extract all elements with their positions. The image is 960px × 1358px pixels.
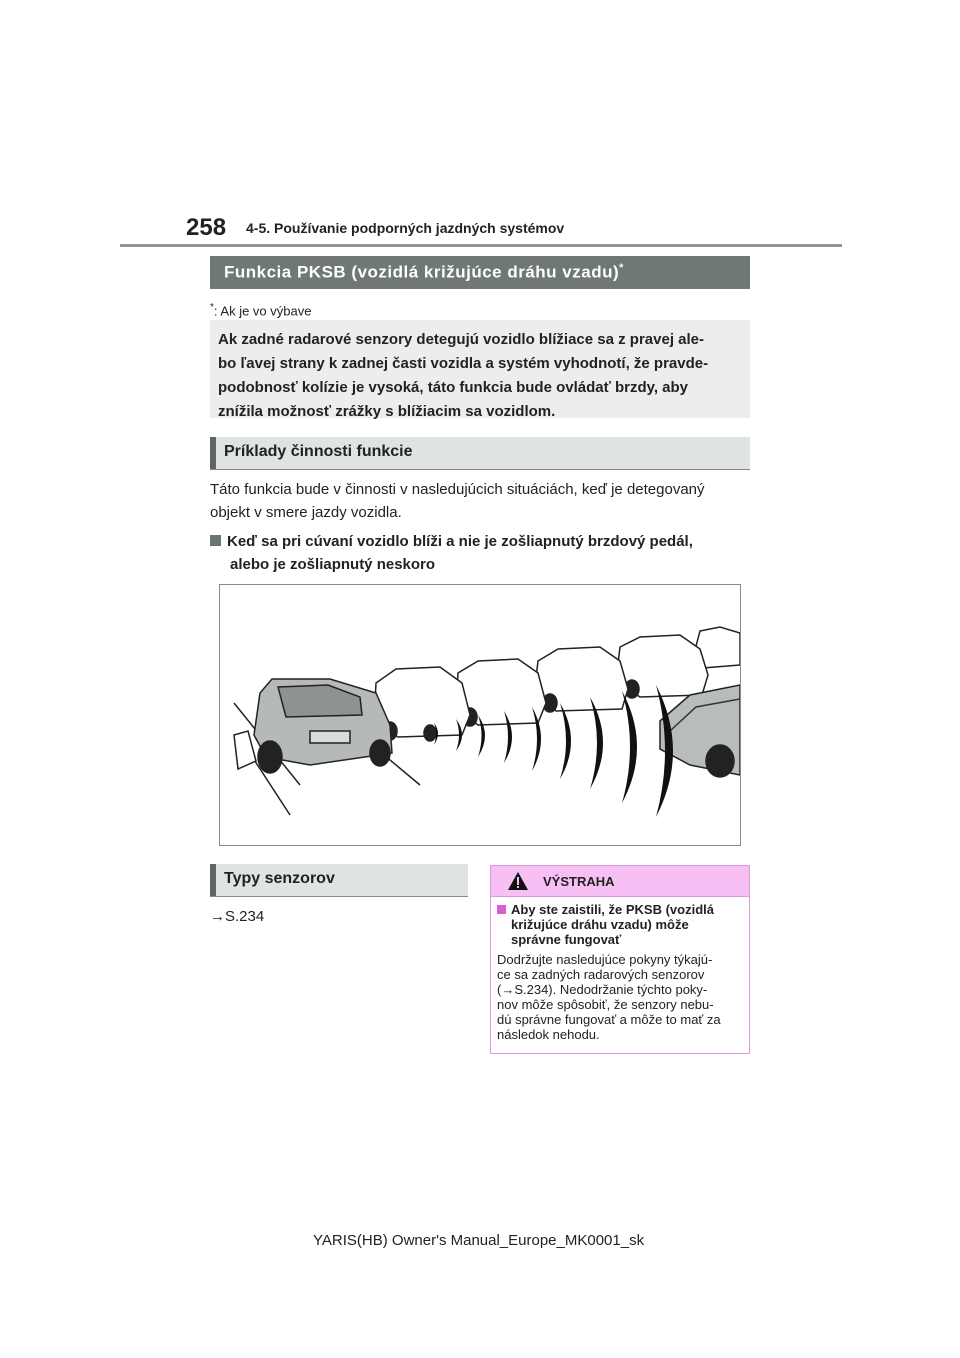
- warning-bullet-line: Aby ste zaistili, že PKSB (vozidlá: [511, 902, 714, 917]
- footnote-text: : Ak je vo výbave: [213, 303, 312, 319]
- warning-text-line: následok nehodu.: [497, 1027, 600, 1042]
- page-number: 258: [186, 214, 227, 241]
- parking-illustration: [219, 584, 741, 846]
- warning-text-line: dú správne fungovať a môže to mať za: [497, 1012, 721, 1027]
- intro-line: bo ľavej strany k zadnej časti vozidla a systém vyhodnotí, že pravde-: [218, 355, 709, 372]
- warning-bullet-line: správne fungovať: [511, 932, 622, 947]
- warning-text-line: nov môže spôsobiť, že senzory nebu-: [497, 997, 714, 1012]
- sensors-reference-link[interactable]: →S.234: [210, 908, 265, 925]
- examples-heading: Príklady činnosti funkcie: [210, 437, 750, 470]
- warning-text-line: Dodržujte nasledujúce pokyny týkajú-: [497, 952, 713, 967]
- examples-body: [210, 478, 750, 524]
- section-title-mark: *: [619, 262, 624, 274]
- reversing-car-illustration: [220, 585, 740, 845]
- intro-line: znížila možnosť zrážky s blížiacim sa vozidlom.: [218, 403, 556, 420]
- sensors-heading: Typy senzorov: [210, 864, 468, 897]
- warning-triangle-icon: [507, 871, 529, 891]
- section-title-text: Funkcia PKSB (vozidlá križujúce dráhu vzadu): [224, 262, 620, 282]
- body-line: Táto funkcia bude v činnosti v nasledujúcich situáciách, keď je detegovaný: [210, 481, 705, 498]
- page-footer: YARIS(HB) Owner's Manual_Europe_MK0001_sk: [313, 1232, 645, 1249]
- warning-title: VÝSTRAHA: [543, 874, 615, 889]
- bullet-square-icon: [210, 535, 221, 546]
- warning-box: [490, 865, 750, 1054]
- warning-text-line: (→S.234). Nedodržanie týchto poky-: [497, 982, 708, 997]
- bullet-line: alebo je zošliapnutý neskoro: [230, 556, 436, 573]
- warning-text: [497, 952, 747, 1042]
- body-line: objekt v smere jazdy vozidla.: [210, 504, 402, 521]
- bullet-line: Keď sa pri cúvaní vozidlo blíži a nie je zošliapnutý brzdový pedál,: [227, 533, 693, 550]
- parked-car: [616, 635, 708, 698]
- parked-car: [534, 647, 628, 712]
- footnote: [210, 302, 311, 318]
- section-title: [210, 256, 750, 289]
- footnote-mark: *: [210, 302, 214, 313]
- warning-bullet-icon: [497, 905, 506, 914]
- header-rule: [120, 244, 842, 247]
- intro-box: [210, 320, 750, 418]
- warning-bullet-line: križujúce dráhu vzadu) môže: [511, 917, 689, 932]
- curb-object: [234, 731, 256, 769]
- warning-header: [491, 866, 749, 897]
- own-car: [254, 679, 392, 773]
- running-head: 4-5. Používanie podporných jazdných systémov: [246, 220, 565, 236]
- warning-text-line: ce sa zadných radarových senzorov: [497, 967, 705, 982]
- intro-line: podobnosť kolízie je vysoká, táto funkcia bude ovládať brzdy, aby: [218, 379, 689, 396]
- intro-line: Ak zadné radarové senzory detegujú vozidlo blížiace sa z pravej ale-: [218, 331, 704, 348]
- warning-bullet: [497, 902, 741, 947]
- bullet-heading: [210, 530, 750, 576]
